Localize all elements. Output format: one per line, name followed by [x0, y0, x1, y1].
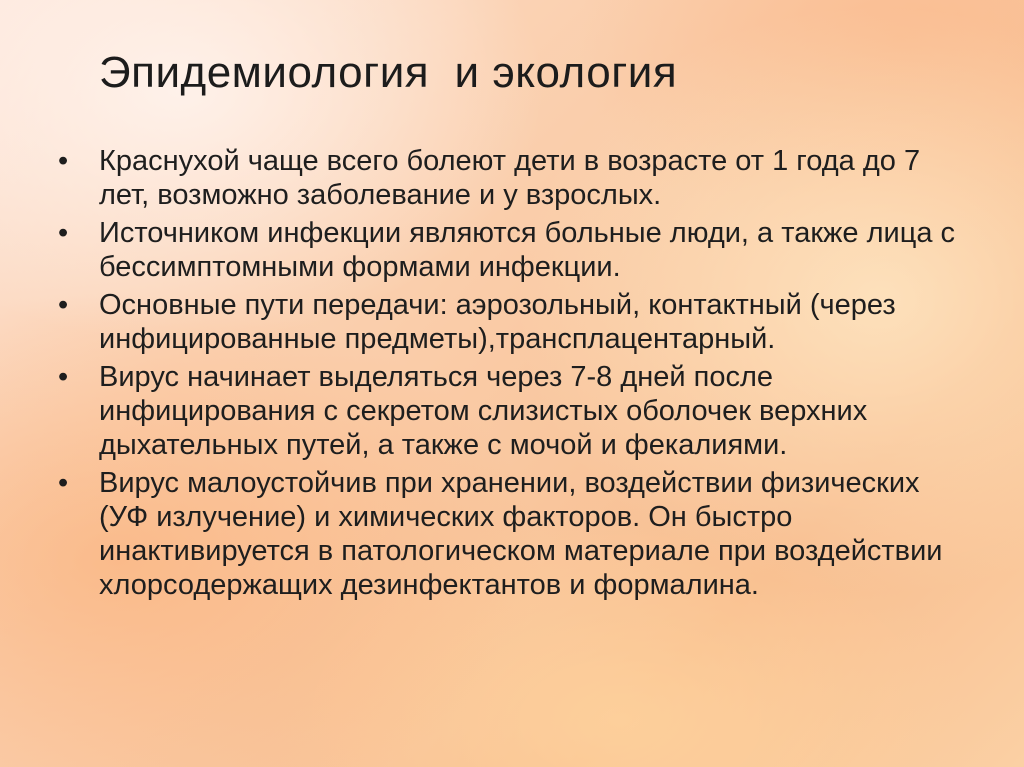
bullet-list: [58, 144, 958, 606]
bullet-dot-icon: •: [58, 217, 69, 249]
bullet-text: Вирус малоустойчив при хранении, воздействии физических (УФ излучение) и химических факторов. Он быстро инактивируется в патологическом материале при воздействии хлорсодержащих дезинфектантов и формалина.: [99, 467, 943, 601]
bullet-dot-icon: •: [58, 467, 69, 499]
bullet-text: Основные пути передачи: аэрозольный, контактный (через инфицированные предметы),трансплацентарный.: [99, 289, 896, 355]
bullet-dot-icon: •: [58, 361, 69, 393]
bullet-dot-icon: •: [58, 289, 69, 321]
bullet-item-1: [58, 144, 958, 212]
bullet-text: Краснухой чаще всего болеют дети в возрасте от 1 года до 7 лет, возможно заболевание и у взрослых.: [99, 145, 921, 211]
bullet-item-3: [58, 288, 958, 356]
bullet-text: Вирус начинает выделяться через 7-8 дней после инфицирования с секретом слизистых оболочек верхних дыхательных путей, а также с мочой и фекалиями.: [99, 361, 868, 461]
bullet-item-5: [58, 466, 958, 602]
bullet-item-2: [58, 216, 958, 284]
bullet-text: Источником инфекции являются больные люди, а также лица с бессимптомными формами инфекции.: [99, 217, 956, 283]
slide-title: Эпидемиология и экология: [99, 48, 678, 97]
bullet-dot-icon: •: [58, 145, 69, 177]
bullet-item-4: [58, 360, 958, 462]
